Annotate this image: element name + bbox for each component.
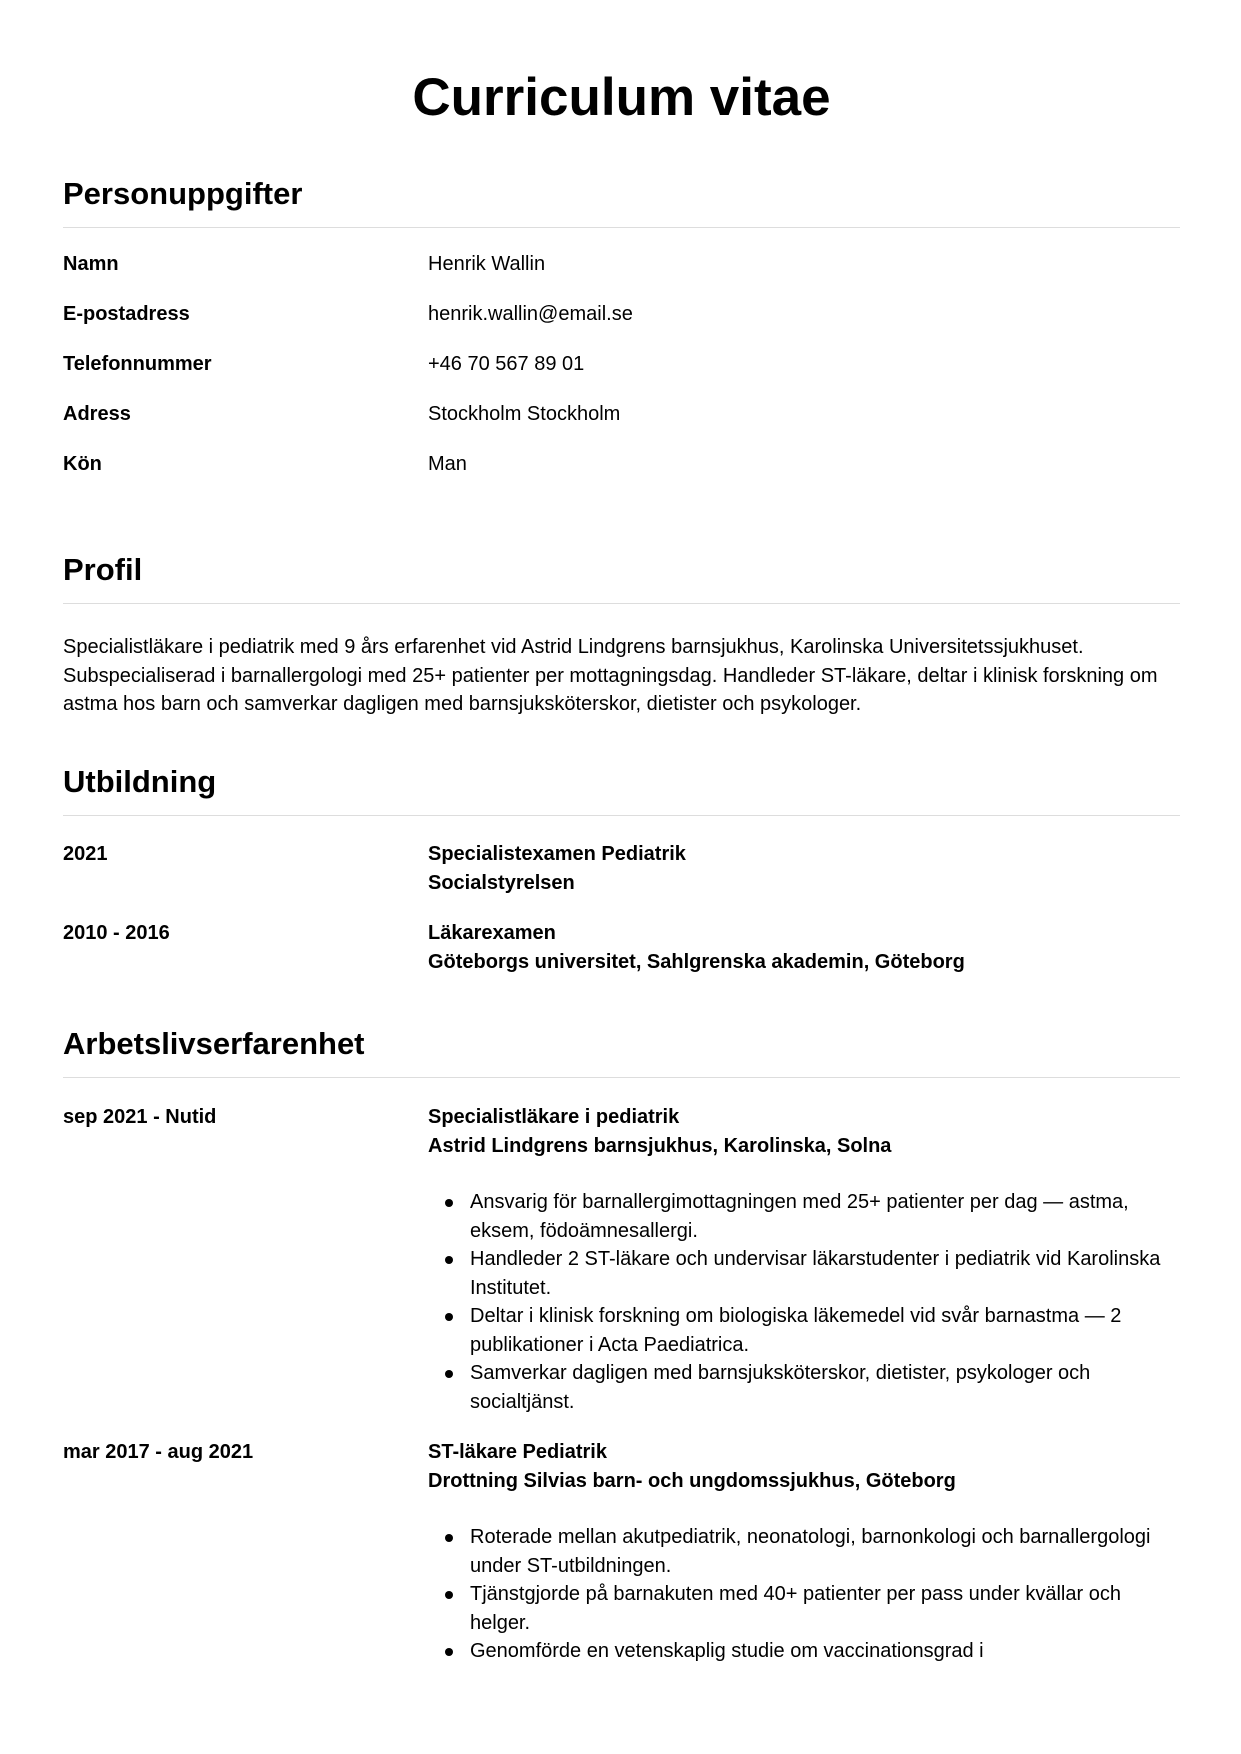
info-label: E-postadress bbox=[63, 303, 190, 325]
info-value: Stockholm Stockholm bbox=[428, 403, 621, 425]
bullet-item: Handleder 2 ST-läkare och undervisar läkarstudenter i pediatrik vid Karolinska Institutet. bbox=[470, 1245, 1180, 1302]
education-title: Läkarexamen bbox=[428, 922, 556, 944]
experience-bullets bbox=[428, 1523, 1180, 1666]
experience-entry bbox=[63, 1103, 1180, 1416]
experience-org: Astrid Lindgrens barnsjukhus, Karolinska, Solna bbox=[428, 1134, 892, 1157]
info-value: +46 70 567 89 01 bbox=[428, 353, 585, 375]
experience-period: mar 2017 - aug 2021 bbox=[63, 1441, 254, 1463]
education-org: Socialstyrelsen bbox=[428, 871, 575, 894]
info-label: Adress bbox=[63, 403, 131, 425]
info-row-gender bbox=[63, 450, 1180, 479]
education-heading: Utbildning bbox=[63, 762, 1180, 816]
info-label: Namn bbox=[63, 253, 119, 275]
info-label: Kön bbox=[63, 453, 102, 475]
bullet-item: Samverkar dagligen med barnsjuksköterskor, dietister, psykologer och socialtjänst. bbox=[470, 1359, 1180, 1416]
education-period: 2010 - 2016 bbox=[63, 922, 170, 944]
experience-title: Specialistläkare i pediatrik bbox=[428, 1106, 680, 1128]
education-period: 2021 bbox=[63, 843, 108, 865]
profile-heading: Profil bbox=[63, 550, 1180, 604]
info-label: Telefonnummer bbox=[63, 353, 212, 375]
experience-entry bbox=[63, 1438, 1180, 1666]
bullet-item: Genomförde en vetenskaplig studie om vaccinationsgrad i bbox=[470, 1637, 1180, 1666]
bullet-item: Roterade mellan akutpediatrik, neonatologi, barnonkologi och barnallergologi under ST-utbildningen. bbox=[470, 1523, 1180, 1580]
bullet-item: Tjänstgjorde på barnakuten med 40+ patienter per pass under kvällar och helger. bbox=[470, 1580, 1180, 1637]
info-value: Man bbox=[428, 453, 467, 475]
bullet-item: Ansvarig för barnallergimottagningen med 25+ patienter per dag — astma, eksem, födoämnesallergi. bbox=[470, 1188, 1180, 1245]
personal-section bbox=[63, 174, 1180, 479]
info-row-phone bbox=[63, 350, 1180, 379]
experience-section bbox=[63, 1024, 1180, 1666]
experience-title: ST-läkare Pediatrik bbox=[428, 1441, 607, 1463]
education-entry bbox=[63, 840, 1180, 897]
personal-rows bbox=[63, 250, 1180, 479]
education-title: Specialistexamen Pediatrik bbox=[428, 843, 686, 865]
experience-org: Drottning Silvias barn- och ungdomssjukhus, Göteborg bbox=[428, 1469, 956, 1492]
profile-text: Specialistläkare i pediatrik med 9 års erfarenhet vid Astrid Lindgrens barnsjukhus, Karolinska Universitetssjukhuset. Subspecialiserad i barnallergologi med 25+ patienter per mottagningsdag. Handleder ST-läkare, deltar i klinisk forskning om astma hos barn och samverkar dagligen med barnsjuksköterskor, dietister och psykologer. bbox=[63, 636, 1158, 715]
education-section bbox=[63, 762, 1180, 976]
profile-section bbox=[63, 550, 1180, 719]
info-row-name bbox=[63, 250, 1180, 279]
education-org: Göteborgs universitet, Sahlgrenska akademin, Göteborg bbox=[428, 950, 965, 973]
experience-bullets bbox=[428, 1188, 1180, 1416]
experience-period: sep 2021 - Nutid bbox=[63, 1106, 217, 1128]
info-row-email bbox=[63, 300, 1180, 329]
personal-heading: Personuppgifter bbox=[63, 174, 1180, 228]
experience-heading: Arbetslivserfarenhet bbox=[63, 1024, 1180, 1078]
education-entry bbox=[63, 919, 1180, 976]
info-value: henrik.wallin@email.se bbox=[428, 303, 633, 325]
page-title: Curriculum vitae bbox=[412, 68, 831, 127]
bullet-item: Deltar i klinisk forskning om biologiska läkemedel vid svår barnastma — 2 publikationer i Acta Paediatrica. bbox=[470, 1302, 1180, 1359]
info-row-address bbox=[63, 400, 1180, 429]
info-value: Henrik Wallin bbox=[428, 253, 546, 275]
